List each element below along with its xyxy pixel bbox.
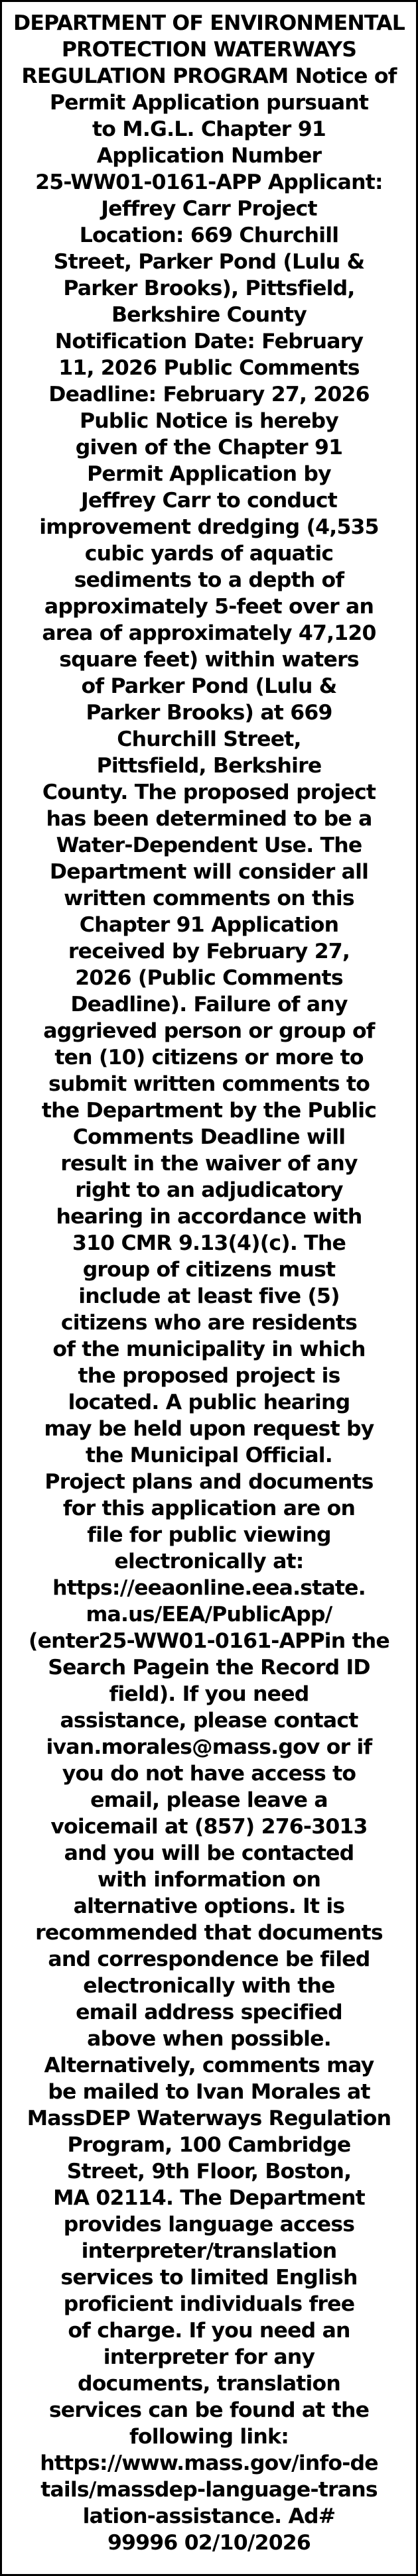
notice-body-text: DEPARTMENT OF ENVIRONMENTAL PROTECTION WATERWAYS REGULATION PROGRAM Notice of Permit Application pursuant to M.G.L. Chapter 91 Application Number 25-WW01-0161-APP Applicant: Jeffrey Carr Project Location: 669 Churchill Street, Parker Pond (Lulu & Parker Brooks), Pittsfield, Berkshire County Notification Date: February 11, 2026 Public Comments Deadline: February 27, 2026 Public Notice is hereby given of the Chapter 91 Permit Application by Jeffrey Carr to conduct improvement dredging (4,535 cubic yards of aquatic sediments to a depth of approximately 5-feet over an area of approximately 47,120 square feet) within waters of Parker Pond (Lulu & Parker Brooks) at 669 Churchill Street, Pittsfield, Berkshire County. The proposed project has been determined to be a Water-Dependent Use. The Department will consider all written comments on this Chapter 91 Application received by February 27, 2026 (Public Comments Deadline). Failure of any aggrieved person or group of ten (10) citizens or more to submit written comments to the Department by the Public Comments Deadline will result in the waiver of any right to an adjudicatory hearing in accordance with 310 CMR 9.13(4)(c). The group of citizens must include at least five (5) citizens who are residents of the municipality in which the proposed project is located. A public hearing may be held upon request by the Municipal Official. Project plans and documents for this application are on file for public viewing electronically at: https://eeaonline.eea.state. ma.us/EEA/PublicApp/ (enter25-WW01-0161-APPin the Search Pagein the Record ID field). If you need assistance, please contact ivan.morales@mass.gov or if you do not have access to email, please leave a voicemail at (857) 276-3013 and you will be contacted with information on alternative options. It is recommended that documents and correspondence be filed electronically with the email address specified above when possible. Alternatively, comments may be mailed to Ivan Morales at MassDEP Waterways Regulation Program, 100 Cambridge Street, 9th Floor, Boston, MA 02114. The Department provides language access interpreter/translation services to limited English proficient individuals free of charge. If you need an interpreter for any documents, translation services can be found at the following link: https://www.mass.gov/info-de tails/massdep-language-trans lation-assistance. Ad# 99996 02/10/2026 [13,11,405,2555]
